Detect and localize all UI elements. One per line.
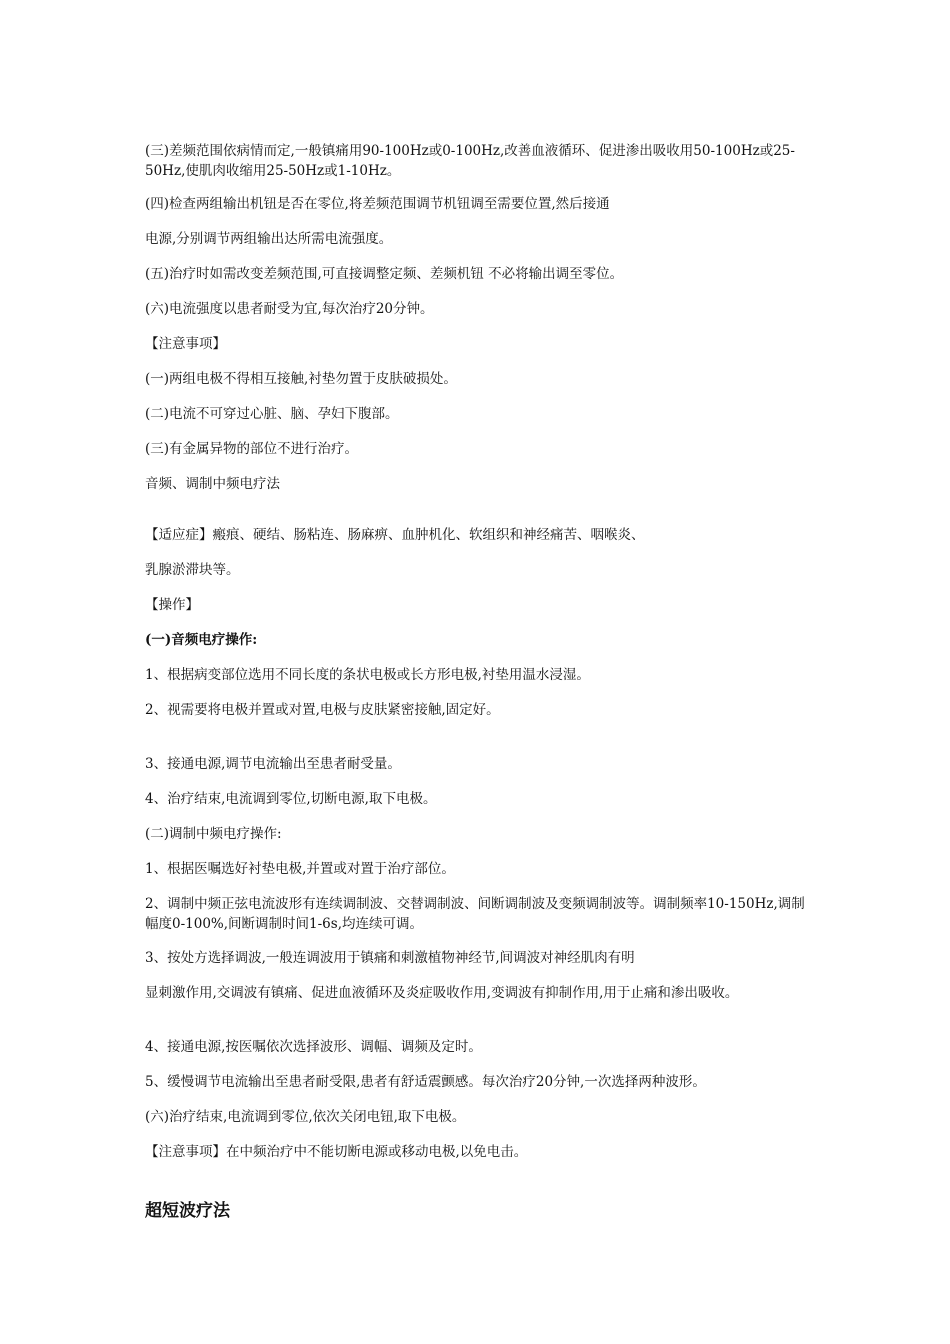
indication-line: 【适应症】瘢痕、硬结、肠粘连、肠麻痹、血肿机化、软组织和神经痛苦、咽喉炎、 <box>145 527 645 543</box>
note-item: (三)有金属异物的部位不进行治疗。 <box>145 441 359 457</box>
modulation-operation-title: (二)调制中频电疗操作: <box>145 826 282 842</box>
paragraph-current-intensity: (六)电流强度以患者耐受为宜,每次治疗20分钟。 <box>145 301 434 317</box>
list-item: 1、根据医嘱选好衬垫电极,并置或对置于治疗部位。 <box>145 861 455 877</box>
note-item: (一)两组电极不得相互接触,衬垫勿置于皮肤破损处。 <box>145 371 457 387</box>
indication-line: 乳腺淤滞块等。 <box>145 562 240 578</box>
paragraph-diff-freq-range: (三)差频范围依病情而定,一般镇痛用90-100Hz或0-100Hz,改善血液循环、促进渗出吸收用50-100Hz或25-50Hz,使肌肉收缩用25-50Hz或1-10Hz。 <box>145 143 795 179</box>
list-item: 4、接通电源,按医嘱依次选择波形、调幅、调频及定时。 <box>145 1039 482 1055</box>
list-item: 1、根据病变部位选用不同长度的条状电极或长方形电极,衬垫用温水浸湿。 <box>145 667 590 683</box>
list-item: 3、接通电源,调节电流输出至患者耐受量。 <box>145 756 401 772</box>
paragraph-power-on: 电源,分别调节两组输出达所需电流强度。 <box>145 231 393 247</box>
list-item: 显刺激作用,交调波有镇痛、促进血液循环及炎症吸收作用,变调波有抑制作用,用于止痛和渗出吸收。 <box>145 985 739 1001</box>
list-item: 2、视需要将电极并置或对置,电极与皮肤紧密接触,固定好。 <box>145 702 500 718</box>
paragraph-check-output: (四)检查两组输出机钮是否在零位,将差频范围调节机钮调至需要位置,然后接通 <box>145 196 610 212</box>
list-item: 4、治疗结束,电流调到零位,切断电源,取下电极。 <box>145 791 437 807</box>
note-item: (二)电流不可穿过心脏、脑、孕妇下腹部。 <box>145 406 399 422</box>
list-item: 2、调制中频正弦电流波形有连续调制波、交替调制波、间断调制波及变频调制波等。调制频率10-150Hz,调制幅度0-100%,间断调制时间1-6s,均连续可调。 <box>145 896 805 932</box>
notes-paragraph: 【注意事项】在中频治疗中不能切断电源或移动电极,以免电击。 <box>145 1144 528 1160</box>
notes-title: 【注意事项】 <box>145 336 226 352</box>
operation-title: 【操作】 <box>145 597 199 613</box>
list-item: (六)治疗结束,电流调到零位,依次关闭电钮,取下电极。 <box>145 1109 466 1125</box>
section-title: 音频、调制中频电疗法 <box>145 476 280 492</box>
list-item: 3、按处方选择调波,一般连调波用于镇痛和刺激植物神经节,间调波对神经肌肉有明 <box>145 950 635 966</box>
list-item: 5、缓慢调节电流输出至患者耐受限,患者有舒适震颤感。每次治疗20分钟,一次选择两种波形。 <box>145 1074 706 1090</box>
paragraph-change-range: (五)治疗时如需改变差频范围,可直接调整定频、差频机钮 不必将输出调至零位。 <box>145 266 624 282</box>
audio-operation-title: (一)音频电疗操作: <box>145 632 258 648</box>
section-heading: 超短波疗法 <box>145 1201 230 1221</box>
